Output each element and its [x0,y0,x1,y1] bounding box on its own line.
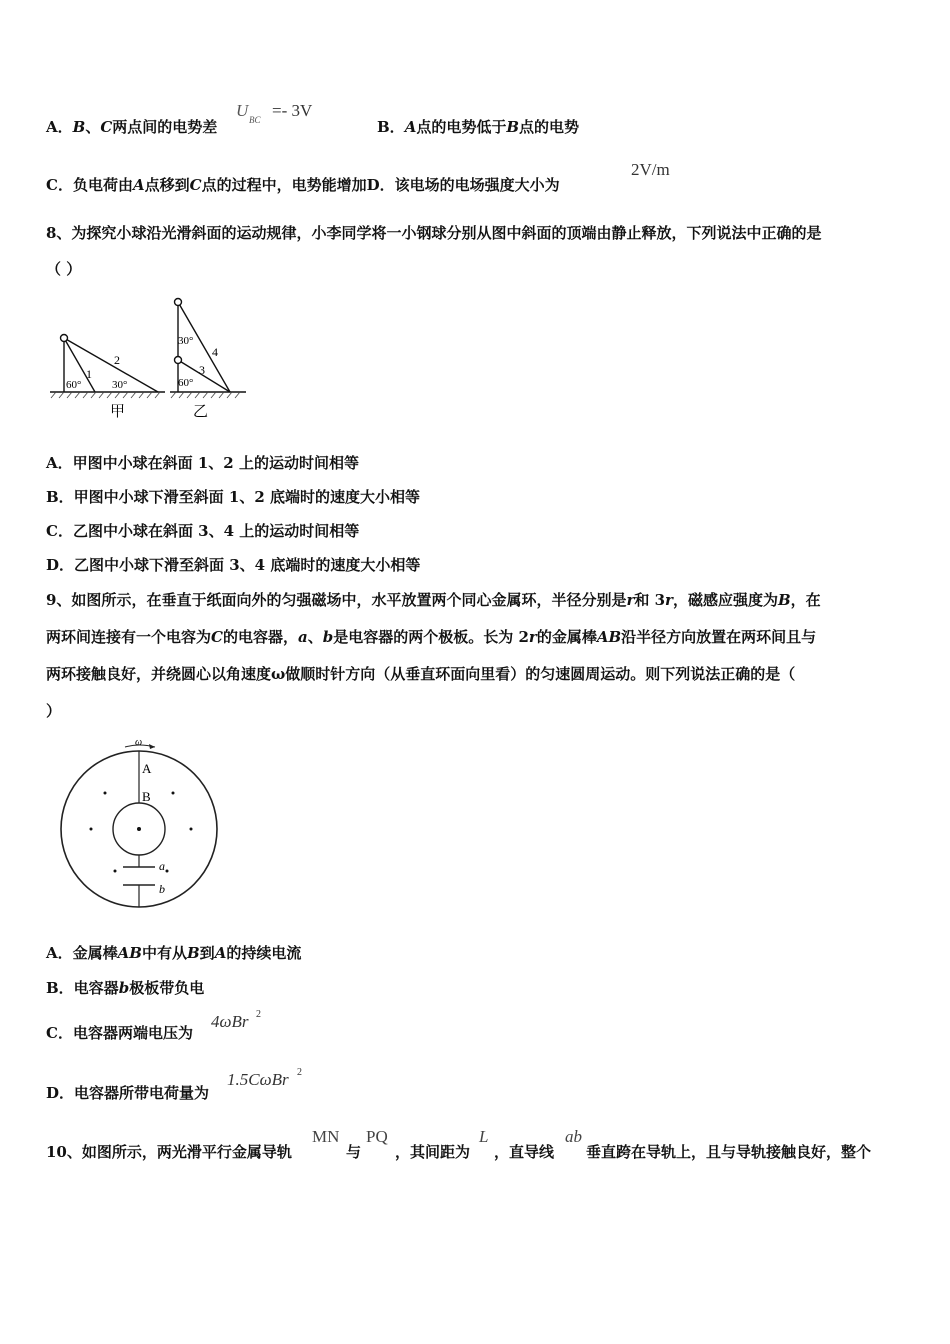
label-B: B [142,789,151,804]
field-dot [172,792,175,795]
q7-option-a-value: =- 3V [272,101,313,120]
q10-part5: 垂直跨在导轨上，且与导轨接触良好，整个 [586,1143,872,1161]
q8-option-b: B．甲图中小球下滑至斜面 1、2 底端时的速度大小相等 [46,488,420,506]
q7-option-a [46,116,217,137]
q10-L: L [479,1127,489,1146]
q9-l2-a-it: a [297,628,308,646]
q9-l1-d: ，在 [790,591,821,609]
q9-l2-b: 的电容器， [222,628,298,646]
q7-option-c-text1: C．负电荷由 [46,176,133,194]
q9-l2-C: C [211,628,223,646]
field-dot [104,792,107,795]
q8-option-c: C．乙图中小球在斜面 3、4 上的运动时间相等 [46,522,360,540]
q7-option-b-var-b: B [506,118,520,136]
q9-l1-r: r [626,591,635,609]
q8-option-a: A．甲图中小球在斜面 1、2 上的运动时间相等 [46,454,359,472]
q9-oa-AB: AB [117,944,142,962]
q7-option-b-text2: 点的电势 [519,118,580,136]
q9-l1-b: 和 3 [634,591,666,609]
q9-l2-e: 的金属棒 [536,628,597,646]
label-a: a [159,859,165,873]
q9-oa-B: B [186,944,200,962]
label-A: A [142,761,152,776]
left-label-1: 1 [86,367,92,381]
q7-option-b-prefix: B． [377,118,405,136]
left-ground-hatch [51,392,160,398]
q9-l1-r2: r [665,591,673,609]
q9-stem-line4: ） [46,702,62,720]
q10-ab: ab [565,1127,582,1146]
field-dot [166,870,169,873]
q9-option-d-formula: 1.5CωBr [227,1070,289,1089]
field-dot [114,870,117,873]
q9-oa-1: A．金属棒 [46,944,118,962]
q9-option-b [46,977,204,998]
q10-part3: ，其间距为 [395,1143,471,1161]
left-caption: 甲 [110,402,126,420]
left-angle-30: 30° [112,379,128,391]
q9-option-c-sup: 2 [256,1009,261,1020]
q9-option-c-formula: 4ωBr [211,1012,249,1031]
q7-option-a-text: 两点间的电势差 [112,118,218,136]
q8-figure [50,292,290,424]
left-label-2: 2 [114,353,120,367]
q9-l2-f: 沿半径方向放置在两环间且与 [621,628,817,646]
q9-option-c: C．电容器两端电压为 [46,1024,193,1042]
q9-l2-c: 、 [307,628,323,646]
q9-l1-c: ，磁感应强度为 [672,591,778,609]
q9-oa-3: 到 [199,944,215,962]
q7-option-c-text3: 点的过程中，电势能增加D．该电场的电场强度大小为 [201,176,560,194]
q8-option-d: D．乙图中小球下滑至斜面 3、4 底端时的速度大小相等 [46,556,421,574]
right-ball-top-icon [175,299,182,306]
right-caption: 乙 [193,402,209,420]
q9-l2-a: 两环间连接有一个电容为 [46,628,212,646]
right-angle-60: 60° [178,377,194,389]
q9-oa-A: A [214,944,227,962]
q7-option-a-u: U [236,101,249,120]
q7-option-c-var-c: C [189,176,202,194]
q10-MN: MN [312,1127,340,1146]
q9-option-d-sup: 2 [297,1067,302,1078]
q9-stem-line1 [46,589,821,610]
label-b: b [159,882,165,896]
q7-option-c-var-a: A [132,176,145,194]
q9-option-a [46,942,301,963]
q7-option-b-var-a: A [404,118,417,136]
q9-stem-line2 [46,626,816,647]
q9-l2-r: r [528,628,537,646]
q9-l2-AB: AB [596,628,622,646]
q9-l1-B: B [777,591,791,609]
q7-option-a-u-sub: BC [249,115,261,125]
q7-option-d-value: 2V/m [631,160,670,179]
right-ground-hatch [171,392,240,398]
right-label-3: 3 [199,363,205,377]
left-ball-icon [61,335,68,342]
right-angle-30: 30° [178,335,194,347]
q9-stem-line3: 两环接触良好，并绕圆心以角速度ω做顺时针方向（从垂直环面向里看）的匀速圆周运动。则下列说法正确的是（ [46,665,796,683]
field-dot [90,828,93,831]
q9-ob-1: B．电容器 [46,979,119,997]
q10-part1: 10、如图所示，两光滑平行金属导轨 [46,1143,292,1161]
field-dot [190,828,193,831]
omega-label: ω [135,737,143,748]
q7-option-a-var-c: C [100,118,113,136]
q9-option-d: D．电容器所带电荷量为 [46,1084,210,1102]
q10-part4: ，直导线 [494,1143,555,1161]
right-ball-mid-icon [175,357,182,364]
q7-option-b-text1: 点的电势低于 [416,118,507,136]
q9-oa-4: 的持续电流 [226,944,302,962]
q7-option-a-sep: 、 [85,118,101,136]
q10-part2: 与 [346,1143,362,1161]
right-label-4: 4 [212,345,218,359]
left-angle-60: 60° [66,379,82,391]
q10-PQ: PQ [366,1127,388,1146]
q7-option-c [46,174,560,195]
q8-stem-line1: 8、为探究小球沿光滑斜面的运动规律，小李同学将一小钢球分别从图中斜面的顶端由静止释放，下列说法中正确的是 [46,224,822,242]
q9-l2-d: 是电容器的两个极板。长为 2 [333,628,529,646]
q8-stem-line2: （ ） [46,260,82,278]
q7-option-b [377,116,579,137]
q9-figure [55,733,225,913]
q7-option-a-prefix: A． [46,118,73,136]
q9-l1-a: 9、如图所示，在垂直于纸面向外的匀强磁场中，水平放置两个同心金属环，半径分别是 [46,591,627,609]
q9-ob-2: 极板带负电 [129,979,205,997]
q9-oa-2: 中有从 [141,944,187,962]
center-dot [137,827,141,831]
q7-option-c-text2: 点移到 [144,176,190,194]
q9-l2-b-it: b [322,628,334,646]
q9-ob-b: b [118,979,130,997]
q7-option-a-var-b: B [72,118,86,136]
